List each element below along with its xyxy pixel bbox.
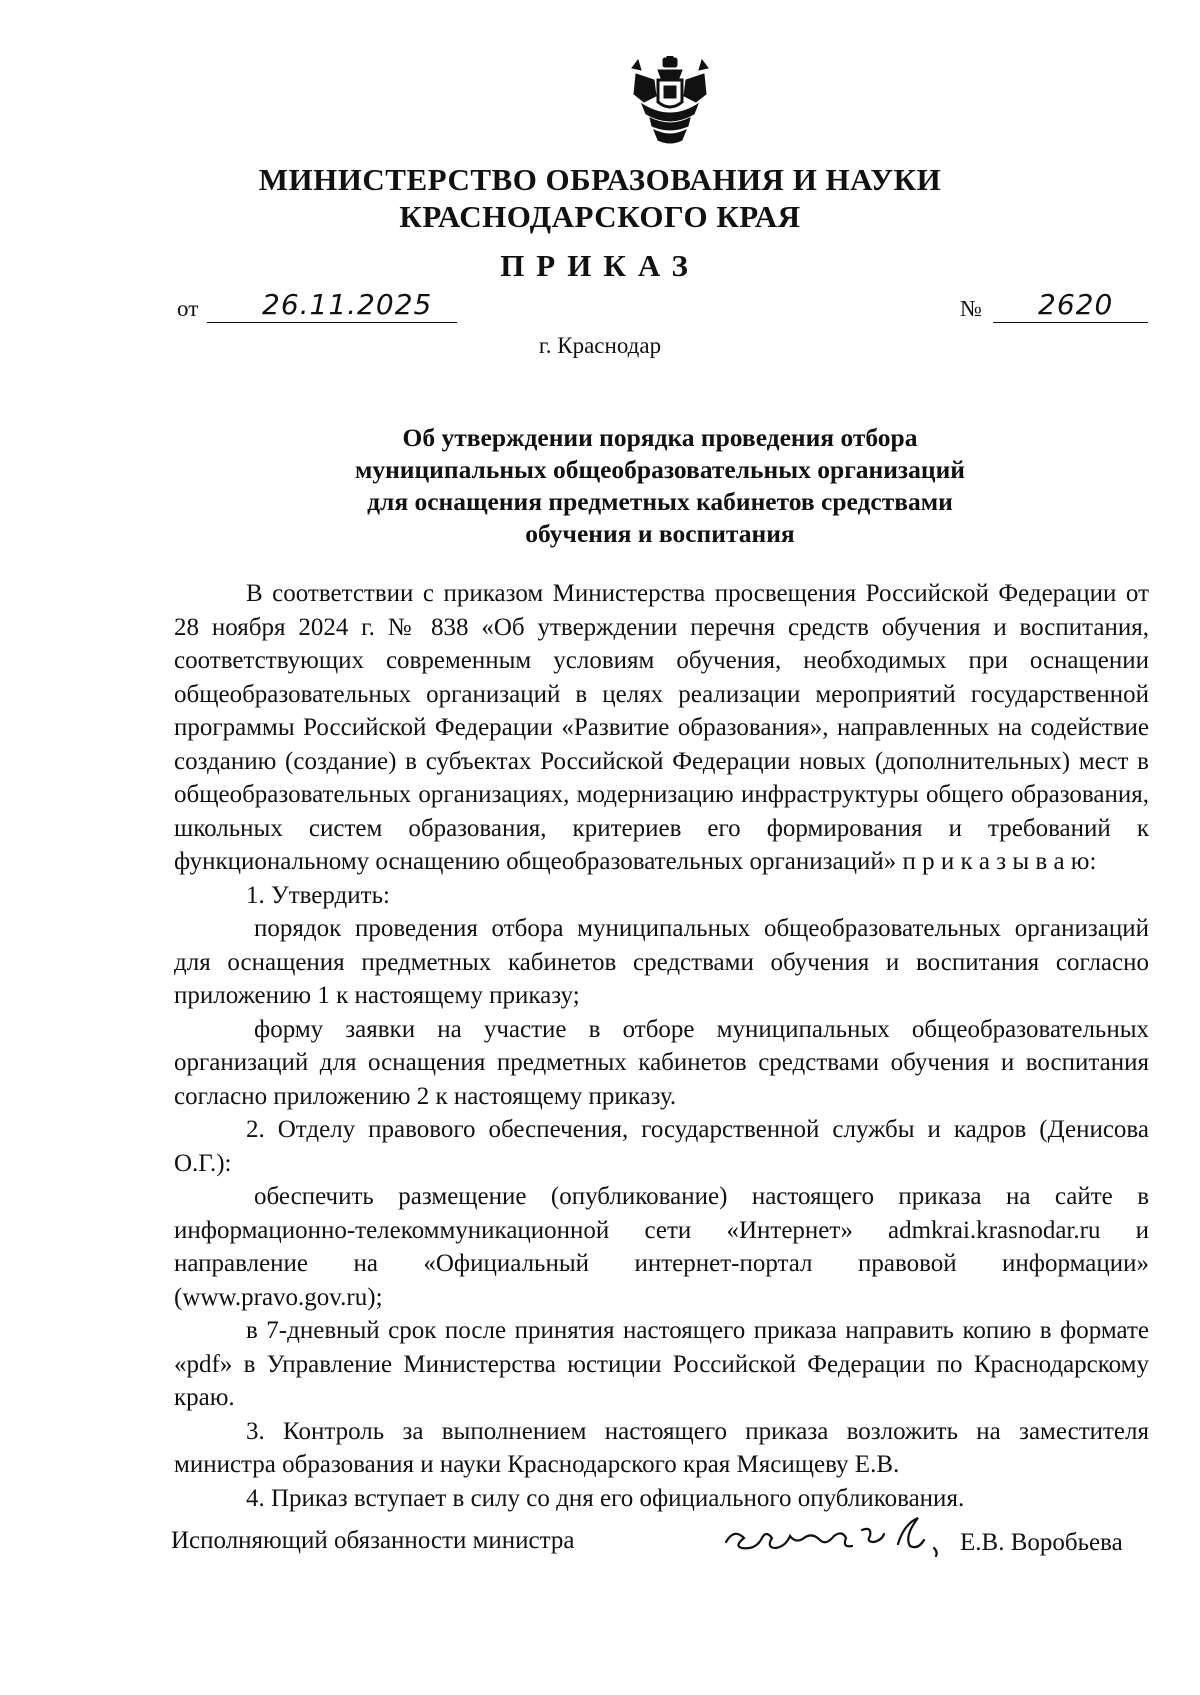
title-line: для оснащения предметных кабинетов средствами [367,487,953,516]
clause-2: 2. Отделу правового обеспечения, государственной службы и кадров (Денисова О.Г.): [174,1116,1149,1177]
clause-1a: порядок проведения отбора муниципальных общеобразовательных организаций для оснащения предметных кабинетов средствами обучения и воспитания согласно приложению 1 к настоящему приказу; [174,915,1149,1009]
number-underline [993,322,1148,323]
signatory-name: Е.В. Воробьева [960,1529,1123,1556]
order-body [174,577,1149,1515]
ministry-name-line2: КРАСНОДАРСКОГО КРАЯ [399,199,801,234]
clause-3: 3. Контроль за выполнением настоящего приказа возложить на заместителя министра образования и науки Краснодарского края Мясищеву Е.В. [174,1417,1149,1478]
signatory-position: Исполняющий обязанности министра [171,1527,575,1554]
order-title [300,422,1020,550]
coat-of-arms-emblem [628,56,712,148]
handwritten-date: 26.11.2025 [262,288,433,321]
number-label: № [960,296,982,321]
order-word: п р и к а з ы в а ю: [902,848,1097,875]
clause-2a: обеспечить размещение (опубликование) настоящего приказа на сайте в информационно-телекоммуникационной сети «Интернет» admkrai.krasnodar.ru и направление на «Официальный интернет-портал правовой информации» (www.pravo.gov.ru); [174,1183,1149,1311]
clause-2b: в 7-дневный срок после принятия настоящего приказа направить копию в формате «pdf» в Управление Министерства юстиции Российской Федерации по Краснодарскому краю. [174,1317,1149,1411]
document-type: ПРИКАЗ [500,248,700,283]
title-line: обучения и воспитания [525,519,795,548]
title-line: муниципальных общеобразовательных организаций [354,455,965,484]
preamble-paragraph [174,577,1149,879]
clause-1: 1. Утвердить: [246,881,390,909]
title-line: Об утверждении порядка проведения отбора [402,423,918,452]
clause-4: 4. Приказ вступает в силу со дня его официального опубликования. [246,1484,965,1512]
city: г. Краснодар [538,333,662,358]
ministry-name-line1: МИНИСТЕРСТВО ОБРАЗОВАНИЯ И НАУКИ [258,162,942,197]
clause-1b: форму заявки на участие в отборе муниципальных общеобразовательных организаций для оснащения предметных кабинетов средствами обучения и воспитания согласно приложению 2 к настоящему приказу. [174,1015,1149,1110]
date-underline [207,322,457,323]
handwritten-signature [722,1508,957,1564]
preamble-text: В соответствии с приказом Министерства просвещения Российской Федерации от 28 ноября 2024 г. № 838 «Об утверждении перечня средств обучения и воспитания, соответствующих современным условиям обучения, необходимых при оснащении общеобразовательных организаций в целях реализации мероприятий государственной программы Российской Федерации «Развитие образования», направленных на содействие созданию (создание) в субъектах Российской Федерации новых (дополнительных) мест в общеобразовательных организациях, модернизацию инфраструктуры общего образования, школьных систем образования, критериев его формирования и требований к функциональному оснащению общеобразовательных организаций» [174,580,1149,875]
handwritten-number: 2620 [1038,288,1114,321]
date-label: от [177,296,199,321]
